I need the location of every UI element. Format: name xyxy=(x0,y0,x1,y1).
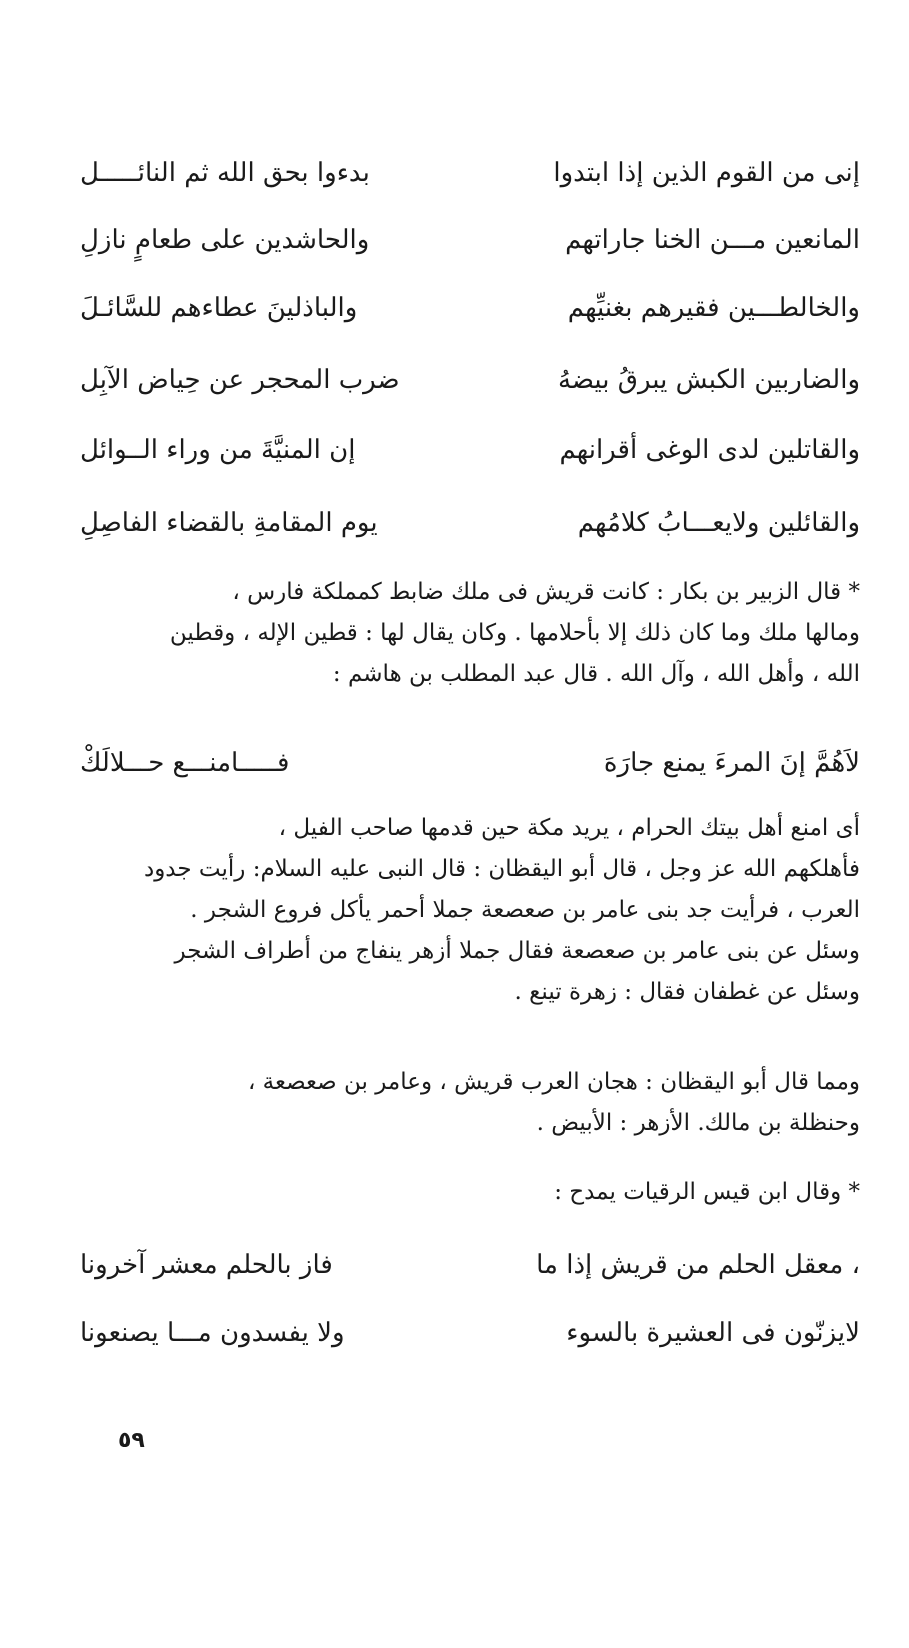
prose-line: وحنظلة بن مالك. الأزهر : الأبيض . xyxy=(536,1110,860,1136)
prose-line: * وقال ابن قيس الرقيات يمدح : xyxy=(554,1179,860,1205)
prose-line: ومما قال أبو اليقظان : هجان العرب قريش ، وعامر بن صعصعة ، xyxy=(247,1069,860,1095)
verse-line xyxy=(80,738,860,788)
verse-line xyxy=(80,355,860,405)
prose-paragraph xyxy=(80,1172,860,1213)
prose-line: أى امنع أهل بيتك الحرام ، يريد مكة حين قدمها صاحب الفيل ، xyxy=(278,815,860,841)
verse-first-hemistich: والقاتلين لدى الوغى أقرانهم xyxy=(559,435,860,465)
verse-line xyxy=(80,148,860,198)
verse-first-hemistich: ، معقل الحلم من قريش إذا ما xyxy=(536,1250,860,1280)
verse-first-hemistich: المانعين مـــن الخنا جاراتهم xyxy=(565,225,860,255)
verse-line xyxy=(80,425,860,475)
verse-line xyxy=(80,1308,860,1358)
verse-line xyxy=(80,215,860,265)
prose-line: وسئل عن بنى عامر بن صعصعة فقال جملا أزهر ينفاج من أطراف الشجر xyxy=(174,938,860,964)
verse-second-hemistich: إن المنيَّةَ من وراء الــوائل xyxy=(80,435,356,465)
prose-line: * قال الزبير بن بكار : كانت قريش فى ملك ضابط كمملكة فارس ، xyxy=(232,579,860,605)
verse-first-hemistich: والضاربين الكبش يبرقُ بيضهُ xyxy=(557,365,860,395)
prose-line: ومالها ملك وما كان ذلك إلا بأحلامها . وكان يقال لها : قطين الإله ، وقطين xyxy=(169,620,860,646)
prose-paragraph xyxy=(80,1062,860,1144)
prose-line: فأهلكهم الله عز وجل ، قال أبو اليقظان : قال النبى عليه السلام: رأيت جدود xyxy=(143,856,860,882)
verse-second-hemistich: يوم المقامةِ بالقضاء الفاصِلِ xyxy=(80,508,378,538)
verse-second-hemistich: فـــــامنـــع حـــلالَكْ xyxy=(80,748,290,778)
verse-second-hemistich: بدءوا بحق الله ثم النائـــــل xyxy=(80,158,370,188)
verse-first-hemistich: لايزنّون فى العشيرة بالسوء xyxy=(566,1318,860,1348)
prose-line: العرب ، فرأيت جد بنى عامر بن صعصعة جملا أحمر يأكل فروع الشجر . xyxy=(190,897,860,923)
prose-line: وسئل عن غطفان فقال : زهرة تينع . xyxy=(514,979,860,1005)
verse-line xyxy=(80,283,860,333)
verse-second-hemistich: والحاشدين على طعامٍ نازلِ xyxy=(80,225,370,255)
prose-paragraph xyxy=(80,572,860,695)
verse-line xyxy=(80,498,860,548)
verse-first-hemistich: لاَهُمَّ إنَ المرءَ يمنع جارَهَ xyxy=(603,748,860,778)
verse-second-hemistich: والباذلينَ عطاءهم للسَّائـلَ xyxy=(80,293,358,323)
verse-first-hemistich: والقائلين ولايعـــابُ كلامُهم xyxy=(577,508,860,538)
verse-second-hemistich: فاز بالحلم معشر آخرونا xyxy=(80,1250,333,1280)
verse-second-hemistich: ضرب المحجر عن حِياض الآبِل xyxy=(80,365,400,395)
verse-first-hemistich: والخالطـــين فقيرهم بغنيِّهم xyxy=(567,293,860,323)
verse-first-hemistich: إنى من القوم الذين إذا ابتدوا xyxy=(553,158,860,188)
verse-second-hemistich: ولا يفسدون مـــا يصنعونا xyxy=(80,1318,345,1348)
prose-paragraph xyxy=(80,808,860,1013)
page-number: ٥٩ xyxy=(118,1428,145,1453)
prose-line: الله ، وأهل الله ، وآل الله . قال عبد المطلب بن هاشم : xyxy=(332,661,860,687)
verse-line xyxy=(80,1240,860,1290)
